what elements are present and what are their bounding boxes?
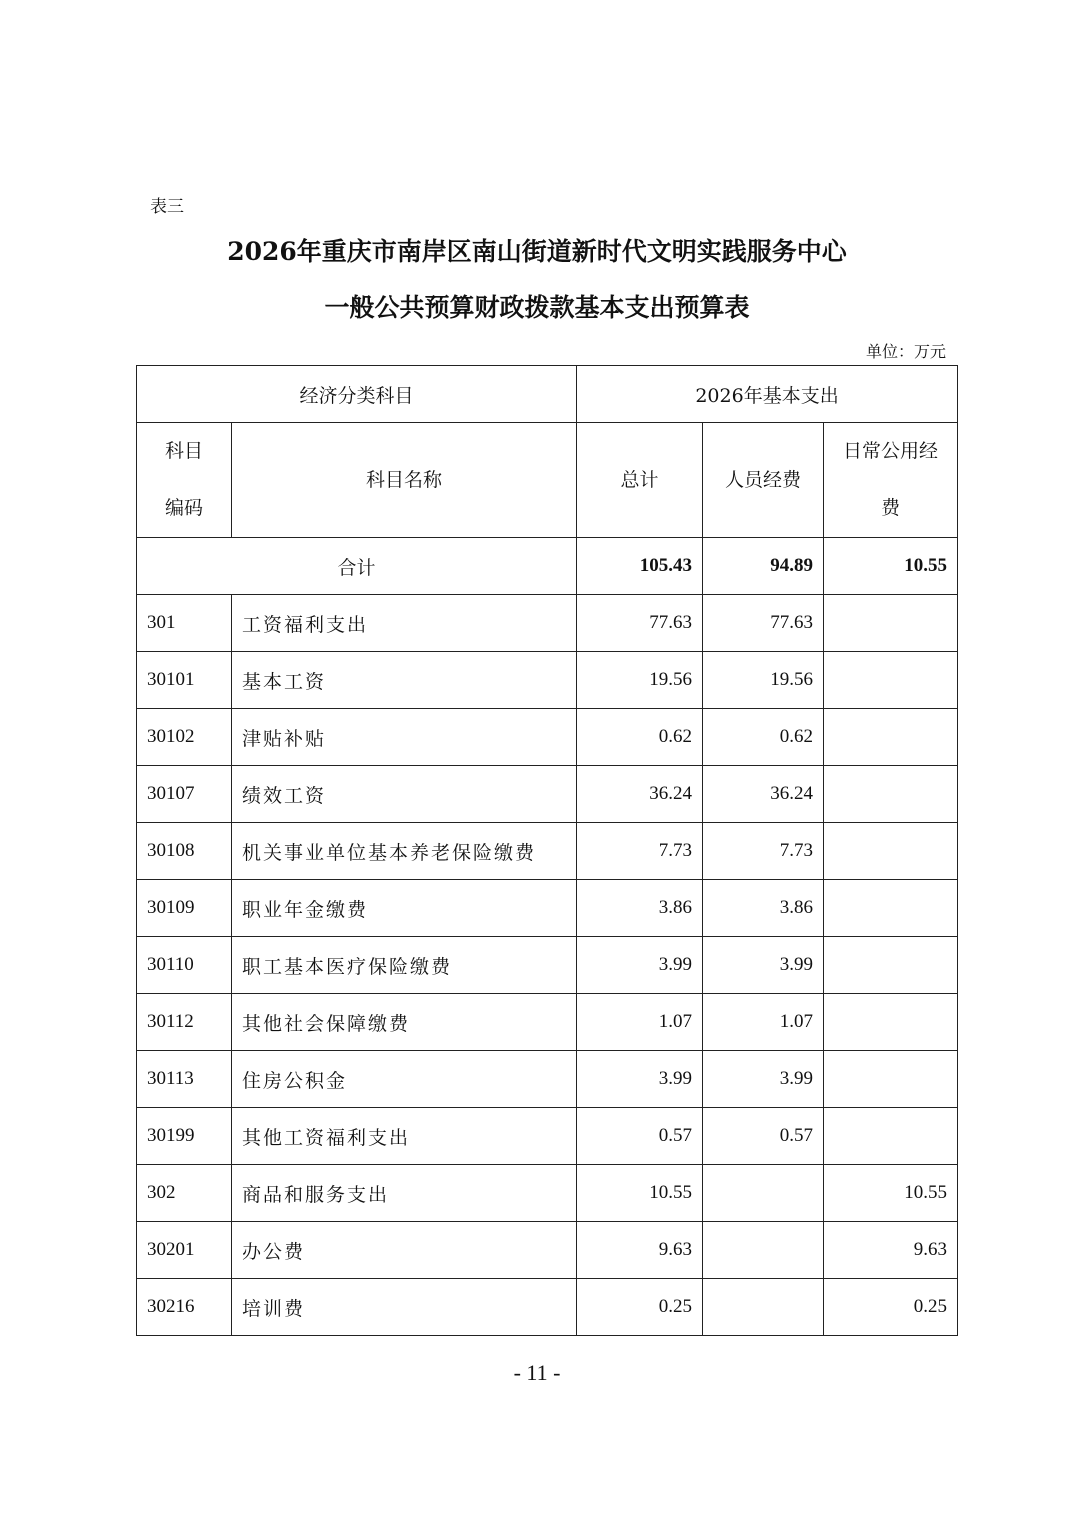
table-label: 表三 [150, 197, 184, 217]
table-row [137, 1165, 958, 1222]
row-public: 9.63 [824, 1222, 958, 1279]
row-total: 1.07 [577, 994, 703, 1051]
table-row [137, 823, 958, 880]
header-basic-expense: 2026年基本支出 [577, 366, 958, 423]
row-public [824, 709, 958, 766]
page-title-line1: 2026年重庆市南岸区南山街道新时代文明实践服务中心 [227, 237, 847, 266]
page-number: - 11 - [513, 1360, 561, 1385]
row-code: 302 [137, 1165, 232, 1222]
row-public [824, 652, 958, 709]
row-code: 30108 [137, 823, 232, 880]
row-personnel [703, 1165, 824, 1222]
row-public: 10.55 [824, 1165, 958, 1222]
budget-table [136, 365, 958, 1336]
row-total: 3.99 [577, 1051, 703, 1108]
row-total: 3.99 [577, 937, 703, 994]
header-public: 日常公用经费 [843, 440, 939, 519]
total-total: 105.43 [577, 538, 703, 595]
row-code: 30201 [137, 1222, 232, 1279]
row-public [824, 994, 958, 1051]
total-personnel: 94.89 [703, 538, 824, 595]
row-personnel: 1.07 [703, 994, 824, 1051]
total-label: 合计 [137, 538, 577, 595]
row-code: 30102 [137, 709, 232, 766]
row-total: 0.62 [577, 709, 703, 766]
header-econ-class: 经济分类科目 [137, 366, 577, 423]
row-code: 30107 [137, 766, 232, 823]
row-total: 0.57 [577, 1108, 703, 1165]
row-personnel [703, 1222, 824, 1279]
row-total: 36.24 [577, 766, 703, 823]
row-name: 绩效工资 [232, 766, 577, 823]
row-code: 30109 [137, 880, 232, 937]
row-personnel: 19.56 [703, 652, 824, 709]
header-row-1 [137, 366, 958, 423]
table-row [137, 709, 958, 766]
row-total: 19.56 [577, 652, 703, 709]
row-code: 30199 [137, 1108, 232, 1165]
row-public [824, 595, 958, 652]
total-row [137, 538, 958, 595]
row-total: 0.25 [577, 1279, 703, 1336]
table-row [137, 937, 958, 994]
row-name: 职业年金缴费 [232, 880, 577, 937]
row-public [824, 1108, 958, 1165]
unit-note: 单位：万元 [865, 342, 946, 361]
row-name: 机关事业单位基本养老保险缴费 [232, 823, 577, 880]
row-total: 77.63 [577, 595, 703, 652]
row-public: 0.25 [824, 1279, 958, 1336]
header-name: 科目名称 [232, 423, 577, 538]
header-public-cell [824, 423, 958, 538]
row-name: 办公费 [232, 1222, 577, 1279]
table-row [137, 1051, 958, 1108]
row-personnel: 3.86 [703, 880, 824, 937]
row-personnel: 36.24 [703, 766, 824, 823]
row-total: 7.73 [577, 823, 703, 880]
row-name: 津贴补贴 [232, 709, 577, 766]
row-code: 30101 [137, 652, 232, 709]
row-name: 商品和服务支出 [232, 1165, 577, 1222]
total-public: 10.55 [824, 538, 958, 595]
row-code: 30216 [137, 1279, 232, 1336]
header-row-2 [137, 423, 958, 538]
row-name: 工资福利支出 [232, 595, 577, 652]
table-row [137, 994, 958, 1051]
row-name: 基本工资 [232, 652, 577, 709]
table-row [137, 766, 958, 823]
row-total: 3.86 [577, 880, 703, 937]
row-name: 其他社会保障缴费 [232, 994, 577, 1051]
row-personnel [703, 1279, 824, 1336]
row-name: 其他工资福利支出 [232, 1108, 577, 1165]
row-personnel: 7.73 [703, 823, 824, 880]
row-total: 10.55 [577, 1165, 703, 1222]
header-total: 总计 [577, 423, 703, 538]
header-code-cell [137, 423, 232, 538]
row-total: 9.63 [577, 1222, 703, 1279]
header-code: 科目编码 [164, 440, 203, 519]
table-row [137, 880, 958, 937]
row-personnel: 3.99 [703, 937, 824, 994]
table-row [137, 1279, 958, 1336]
table-row [137, 1108, 958, 1165]
row-code: 30112 [137, 994, 232, 1051]
row-personnel: 3.99 [703, 1051, 824, 1108]
row-code: 30110 [137, 937, 232, 994]
header-personnel: 人员经费 [703, 423, 824, 538]
page-title-line2: 一般公共预算财政拨款基本支出预算表 [324, 293, 750, 322]
row-public [824, 937, 958, 994]
row-code: 30113 [137, 1051, 232, 1108]
table-row [137, 652, 958, 709]
row-public [824, 1051, 958, 1108]
row-personnel: 0.57 [703, 1108, 824, 1165]
row-personnel: 77.63 [703, 595, 824, 652]
row-public [824, 880, 958, 937]
row-name: 住房公积金 [232, 1051, 577, 1108]
table-row [137, 1222, 958, 1279]
row-code: 301 [137, 595, 232, 652]
row-personnel: 0.62 [703, 709, 824, 766]
row-name: 职工基本医疗保险缴费 [232, 937, 577, 994]
row-name: 培训费 [232, 1279, 577, 1336]
table-row [137, 595, 958, 652]
row-public [824, 823, 958, 880]
row-public [824, 766, 958, 823]
